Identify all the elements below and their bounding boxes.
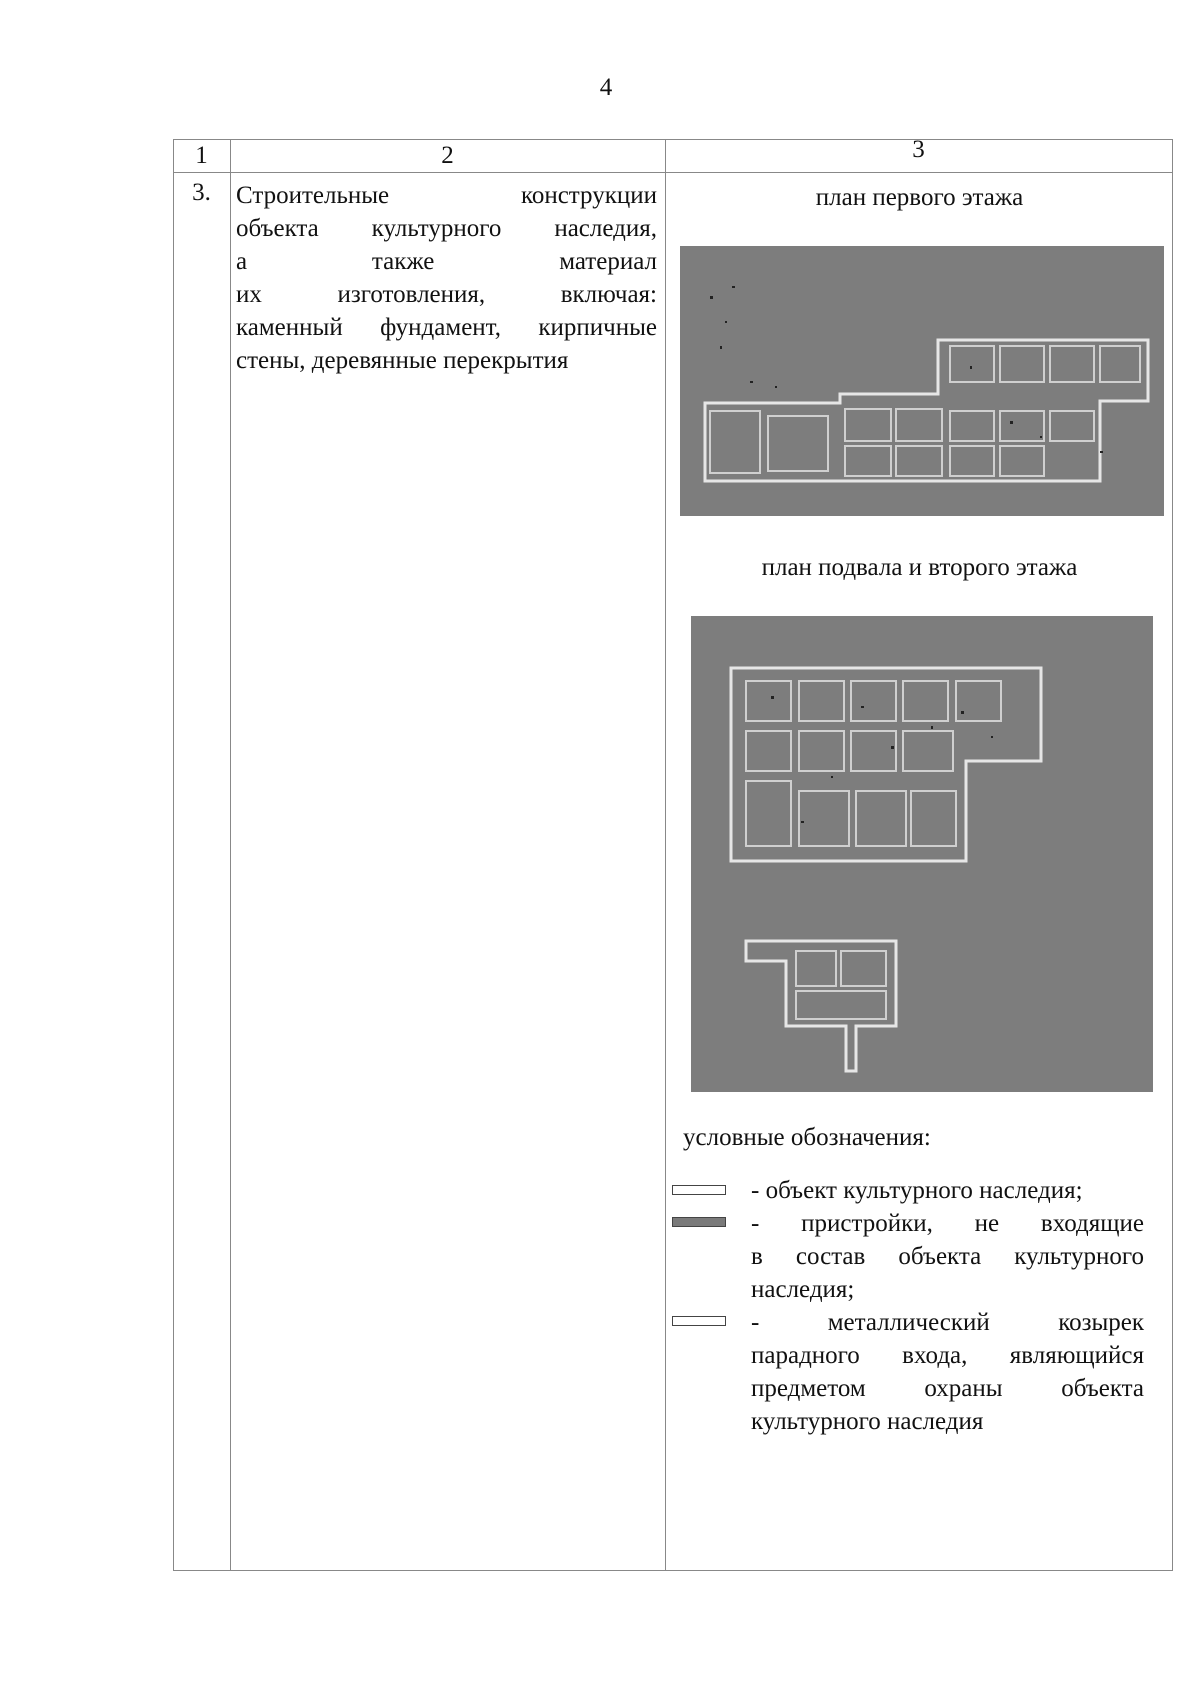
legend-line: в состав объекта культурного	[751, 1243, 1144, 1270]
description-line: объекта культурного наследия,	[236, 215, 657, 242]
legend-line: - объект культурного наследия;	[751, 1177, 1083, 1204]
legend-title: условные обозначения:	[683, 1124, 931, 1151]
first-floor-plan-image	[680, 246, 1164, 516]
legend-line: парадного входа, являющийся	[751, 1342, 1144, 1369]
column-header-2: 2	[441, 142, 454, 169]
row-number: 3.	[192, 179, 211, 206]
column-header-1: 1	[195, 142, 208, 169]
basement-second-floor-plan-caption: план подвала и второго этажа	[761, 554, 1078, 581]
first-floor-plan-drawing	[680, 246, 1164, 516]
table-divider-1	[230, 139, 231, 1571]
lower-building-outline	[746, 941, 896, 1071]
header-divider	[173, 172, 1173, 173]
table-border-left	[173, 139, 174, 1571]
description-line: а также материал	[236, 248, 657, 275]
legend-line: - пристройки, не входящие	[751, 1210, 1144, 1237]
upper-building-outline	[731, 668, 1041, 861]
legend-line: культурного наследия	[751, 1408, 984, 1435]
description-line: стены, деревянные перекрытия	[236, 347, 569, 374]
basement-second-floor-plan-drawing	[691, 616, 1153, 1092]
table-divider-2	[665, 139, 666, 1571]
legend-item-heritage	[751, 1174, 1144, 1207]
legend-line: - металлический козырек	[751, 1309, 1144, 1336]
legend-swatch-annexes	[672, 1217, 726, 1227]
page-number: 4	[599, 74, 613, 101]
description-line: каменный фундамент, кирпичные	[236, 314, 657, 341]
first-floor-plan-caption: план первого этажа	[815, 184, 1024, 211]
table-border-bottom	[173, 1570, 1173, 1571]
description-line: их изготовления, включая:	[236, 281, 657, 308]
legend-item-canopy	[751, 1306, 1144, 1438]
legend-swatch-canopy	[672, 1316, 726, 1326]
table-border-right	[1172, 139, 1173, 1571]
legend-line: предметом охраны объекта	[751, 1375, 1144, 1402]
column-header-3: 3	[912, 136, 925, 163]
row-description	[236, 179, 657, 377]
basement-second-floor-plan-image	[691, 616, 1153, 1092]
legend-swatch-heritage	[672, 1185, 726, 1195]
description-line: Строительные конструкции	[236, 182, 657, 209]
legend-line: наследия;	[751, 1276, 855, 1303]
legend-item-annexes	[751, 1207, 1144, 1306]
